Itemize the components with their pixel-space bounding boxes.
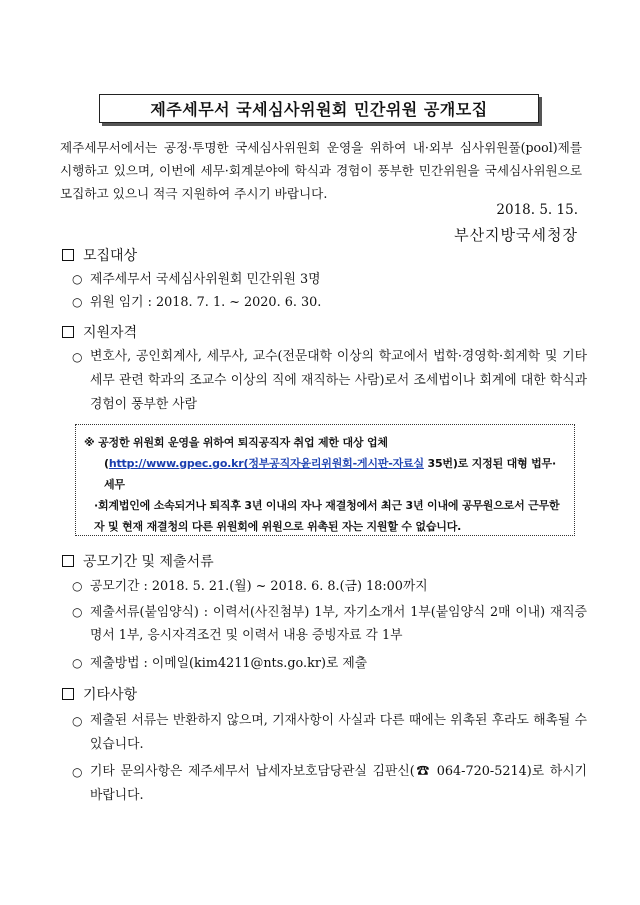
list-item — [72, 291, 587, 314]
signer: 부산지방국세청장 — [454, 226, 578, 244]
list-item-text: 기타 문의사항은 제주세무서 납세자보호담당관실 김판신(☎ 064-720-5214)로 하시기 바랍니다. — [90, 764, 587, 803]
circle-bullet-icon: ○ — [72, 656, 83, 670]
square-bullet-icon — [62, 249, 74, 261]
list-item-text: 공모기간 : 2018. 5. 21.(월) ~ 2018. 6. 8.(금) 18:00까지 — [90, 579, 428, 594]
circle-bullet-icon: ○ — [72, 272, 83, 286]
circle-bullet-icon: ○ — [72, 350, 83, 364]
square-bullet-icon — [62, 688, 74, 700]
notice-line — [84, 453, 566, 495]
square-bullet-icon — [62, 326, 74, 338]
list-item — [72, 652, 587, 675]
notice-line: ·회계법인에 소속되거나 퇴직후 3년 이내의 자나 재결청에서 최근 3년 이내에 공무원으로서 근무한 자 및 현재 재결청의 다른 위원회에 위원으로 위촉된 자는 지원할 수 없습니다. — [94, 499, 560, 533]
circle-bullet-icon: ○ — [72, 714, 83, 728]
page-title: 제주세무서 국세심사위원회 민간위원 공개모집 — [99, 94, 539, 123]
notice-line: ※ 공정한 위원회 운영을 위하여 퇴직공직자 취업 제한 대상 업체 — [84, 436, 388, 449]
notice-date: 2018. 5. 15. — [496, 202, 578, 218]
notice-text: ( — [104, 457, 109, 470]
section-title: 모집대상 — [83, 248, 138, 264]
section-qualification-heading — [62, 322, 137, 342]
list-item-text: 제출서류(붙임양식) : 이력서(사진첨부) 1부, 자기소개서 1부(붙임양식 2매 이내) 재직증명서 1부, 응시자격조건 및 이력서 내용 증빙자료 각 1부 — [90, 605, 587, 643]
list-item — [72, 268, 587, 291]
square-bullet-icon — [62, 555, 74, 567]
list-item-text: 위원 임기 : 2018. 7. 1. ~ 2020. 6. 30. — [90, 295, 322, 310]
circle-bullet-icon: ○ — [72, 295, 83, 309]
section-title: 기타사항 — [83, 687, 138, 703]
intro-paragraph: 제주세무서에서는 공정·투명한 국세심사위원회 운영을 위하여 내·외부 심사위원풀(pool)제를 시행하고 있으며, 이번에 세무·회계분야에 학식과 경험이 풍부한 민간위원을 국세심사위원으로 모집하고 있으니 적극 지원하여 주시기 바랍니다. — [60, 140, 582, 201]
section-recruit-heading — [62, 245, 137, 265]
list-item — [72, 760, 587, 808]
section-title: 지원자격 — [83, 325, 138, 341]
list-item — [72, 575, 587, 598]
circle-bullet-icon: ○ — [72, 605, 83, 619]
notice-box — [75, 424, 575, 536]
section-period-heading — [62, 551, 214, 571]
gpec-link[interactable]: http://www.gpec.go.kr(정부공직자윤리위원회-게시판-자료실 — [108, 457, 424, 470]
list-item — [72, 709, 587, 757]
section-etc-heading — [62, 684, 137, 704]
circle-bullet-icon: ○ — [72, 765, 83, 779]
list-item-text: 변호사, 공인회계사, 세무사, 교수(전문대학 이상의 학교에서 법학·경영학·회계학 및 기타 세무 관련 학과의 조교수 이상의 직에 재직하는 사람)로서 조세법이나 회계에 대한 학식과 경험이 풍부한 사람 — [90, 349, 587, 412]
section-title: 공모기간 및 제출서류 — [83, 554, 214, 570]
list-item-text: 제출방법 : 이메일(kim4211@nts.go.kr)로 제출 — [90, 656, 368, 671]
list-item — [72, 601, 587, 647]
list-item — [72, 345, 587, 417]
notice-text: 35번)로 지정된 대형 법무·세무 — [104, 457, 556, 491]
list-item-text: 제주세무서 국세심사위원회 민간위원 3명 — [90, 272, 321, 287]
list-item-text: 제출된 서류는 반환하지 않으며, 기재사항이 사실과 다른 때에는 위촉된 후라도 해촉될 수 있습니다. — [90, 713, 587, 752]
circle-bullet-icon: ○ — [72, 579, 83, 593]
